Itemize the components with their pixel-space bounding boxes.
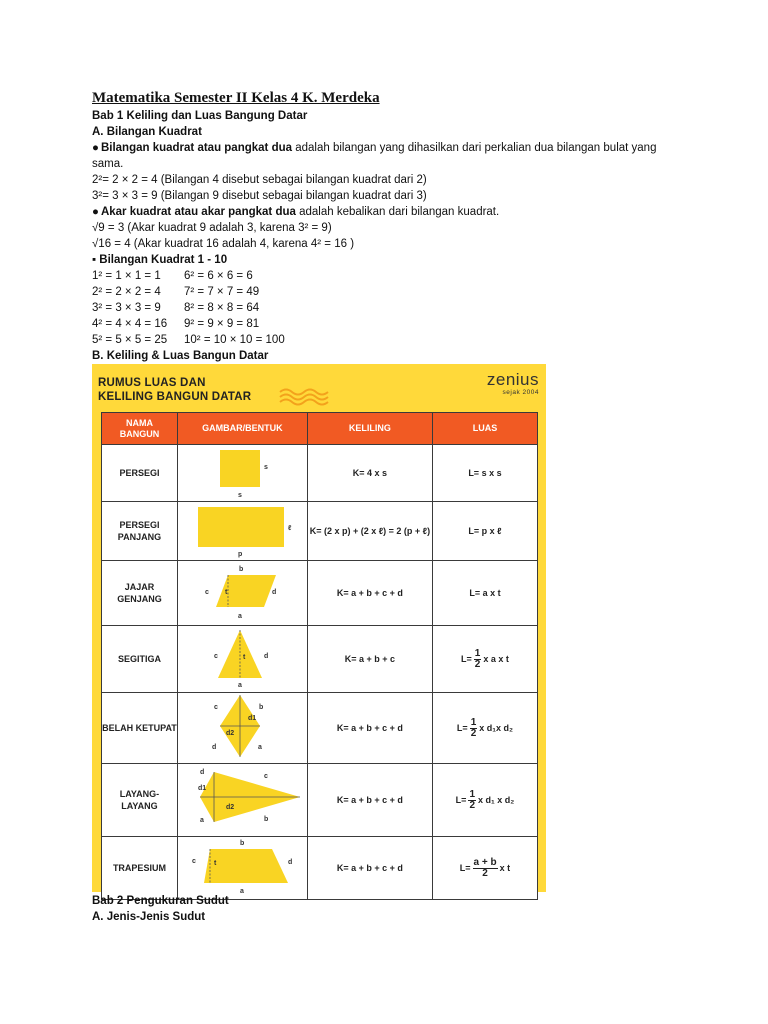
shape-name: PERSEGI <box>102 445 178 502</box>
table-row <box>102 837 538 900</box>
shape-label: ℓ <box>287 525 292 532</box>
shape-name: JAJAR GENJANG <box>102 561 178 626</box>
luas-suffix: x t <box>499 862 511 873</box>
table-row <box>102 561 538 626</box>
table-row <box>102 502 538 561</box>
shape-label: c <box>191 858 196 865</box>
bab2-section-a-heading: A. Jenis-Jenis Sudut <box>92 911 206 923</box>
shape-label: d2 <box>225 804 235 811</box>
infographic-title <box>98 376 251 404</box>
keliling-formula: K= 4 x s <box>307 445 432 502</box>
shape-label: d <box>211 744 217 751</box>
fraction-denominator: 2 <box>482 867 488 879</box>
shape-label: b <box>263 816 269 823</box>
shape-label: d <box>199 769 205 776</box>
triangle-shape-icon <box>178 626 307 690</box>
shape-name: TRAPESIUM <box>102 837 178 900</box>
zenius-logo <box>487 370 539 396</box>
luas-formula: L= p x ℓ <box>432 502 537 561</box>
square-item: 10² = 10 × 10 = 100 <box>184 334 285 346</box>
shape-drawing <box>177 693 307 764</box>
shape-label: a <box>199 817 204 824</box>
trapezoid-shape-icon <box>178 837 307 897</box>
luas-prefix: L= <box>461 653 472 664</box>
infographic-title-line: KELILING BANGUN DATAR <box>98 391 252 403</box>
fraction-numerator: 1 <box>474 647 481 659</box>
fraction <box>473 858 498 879</box>
infographic-title-line: RUMUS LUAS DAN <box>98 377 206 389</box>
keliling-formula: K= a + b + c + d <box>307 561 432 626</box>
square-item: 3² = 3 × 3 = 9 <box>92 302 161 314</box>
kite-shape-icon <box>178 764 307 834</box>
shape-label: a <box>237 682 242 689</box>
bullet-icon: ● <box>92 142 99 154</box>
section-a-heading: A. Bilangan Kuadrat <box>92 126 202 138</box>
example-line: √9 = 3 (Akar kuadrat 9 adalah 3, karena 3² = 9) <box>92 222 332 234</box>
square-list-heading <box>92 252 682 268</box>
shape-label: t <box>242 654 246 661</box>
header-nama-bangun: NAMA BANGUN <box>102 413 178 445</box>
luas-formula <box>432 693 537 764</box>
fraction-numerator: a + b <box>473 856 497 868</box>
shape-label: c <box>213 653 218 660</box>
keliling-formula: K= a + b + c + d <box>307 693 432 764</box>
definition-term: Akar kuadrat atau akar pangkat dua <box>100 206 296 218</box>
shape-label: t <box>224 589 228 596</box>
square-item: 1² = 1 × 1 = 1 <box>92 270 161 282</box>
definition-term: Bilangan kuadrat atau pangkat dua <box>100 142 293 154</box>
table-header-row <box>102 413 538 445</box>
square-list-row <box>92 284 682 300</box>
shape-label: d <box>263 653 269 660</box>
section-b-heading: B. Keliling & Luas Bangun Datar <box>92 350 269 362</box>
square-item: 7² = 7 × 7 = 49 <box>184 286 260 298</box>
shape-label: s <box>263 464 268 471</box>
keliling-formula: K= a + b + c + d <box>307 837 432 900</box>
rhombus-shape-icon <box>178 693 307 761</box>
luas-prefix: L= <box>456 722 468 733</box>
fraction-denominator: 2 <box>474 658 481 670</box>
shape-label: b <box>239 840 245 847</box>
square-shape-icon <box>178 445 307 499</box>
formula-table <box>101 412 538 900</box>
fraction <box>474 649 482 670</box>
luas-suffix: x d₁ x d₂ <box>478 794 515 805</box>
square-item: 2² = 2 × 2 = 4 <box>92 286 161 298</box>
keliling-formula: K= a + b + c <box>307 626 432 693</box>
table-row <box>102 445 538 502</box>
table-row <box>102 693 538 764</box>
logo-name: zenius <box>486 370 539 389</box>
table-row <box>102 764 538 837</box>
document-body <box>92 88 682 364</box>
bullet-icon: ● <box>92 206 99 218</box>
shape-label: d1 <box>197 785 207 792</box>
square-list-row <box>92 316 682 332</box>
bab1-heading: Bab 1 Keliling dan Luas Bangung Datar <box>92 110 308 122</box>
example-line: 2²= 2 × 2 = 4 (Bilangan 4 disebut sebagai bilangan kuadrat dari 2) <box>92 174 427 186</box>
shape-drawing <box>177 445 307 502</box>
keliling-formula: K= (2 x p) + (2 x ℓ) = 2 (p + ℓ) <box>307 502 432 561</box>
shape-label: c <box>204 589 209 596</box>
header-gambar: GAMBAR/BENTUK <box>177 413 307 445</box>
shape-name: SEGITIGA <box>102 626 178 693</box>
fraction <box>470 718 478 739</box>
formula-infographic <box>92 364 546 895</box>
shape-label: d2 <box>225 730 235 737</box>
square-item: 4² = 4 × 4 = 16 <box>92 318 168 330</box>
example-line: √16 = 4 (Akar kuadrat 16 adalah 4, karena 4² = 16 ) <box>92 238 355 250</box>
definition-text: adalah bilangan yang dihasilkan dari perkalian dua bilangan bulat yang sama. <box>92 142 657 170</box>
fraction <box>468 790 476 811</box>
square-list <box>92 268 682 348</box>
shape-name: PERSEGI PANJANG <box>102 502 178 561</box>
shape-drawing <box>177 764 307 837</box>
luas-formula <box>432 626 537 693</box>
shape-name: LAYANG-LAYANG <box>102 764 178 837</box>
shape-label: a <box>257 744 262 751</box>
square-item: 6² = 6 × 6 = 6 <box>184 270 253 282</box>
bab2-section <box>92 893 229 925</box>
definition-akar-kuadrat <box>92 204 682 220</box>
fraction-denominator: 2 <box>470 727 477 739</box>
definition-text: adalah kebalikan dari bilangan kuadrat. <box>295 206 500 218</box>
shape-label: p <box>237 551 243 558</box>
shape-label: d <box>287 859 293 866</box>
luas-prefix: L= <box>459 862 471 873</box>
square-item: 5² = 5 × 5 = 25 <box>92 334 168 346</box>
bab2-heading: Bab 2 Pengukuran Sudut <box>92 895 229 907</box>
fraction-numerator: 1 <box>470 716 477 728</box>
header-luas: LUAS <box>432 413 537 445</box>
rectangle-shape-icon <box>178 502 307 558</box>
luas-suffix: x d₁x d₂ <box>479 722 513 733</box>
square-item: 8² = 8 × 8 = 64 <box>184 302 260 314</box>
square-list-row <box>92 332 682 348</box>
shape-name: BELAH KETUPAT <box>102 693 178 764</box>
shape-drawing <box>177 561 307 626</box>
document-title: Matematika Semester II Kelas 4 K. Merdeka <box>92 90 380 106</box>
square-list-row <box>92 300 682 316</box>
shape-drawing <box>177 626 307 693</box>
shape-label: b <box>238 566 244 573</box>
shape-label: d1 <box>247 715 257 722</box>
shape-label: d <box>271 589 277 596</box>
shape-label: s <box>237 492 242 499</box>
luas-formula: L= a x t <box>432 561 537 626</box>
header-keliling: KELILING <box>307 413 432 445</box>
luas-formula <box>432 837 537 900</box>
shape-label: b <box>258 704 264 711</box>
fraction-denominator: 2 <box>469 799 475 811</box>
shape-label: t <box>213 860 217 867</box>
fraction-numerator: 1 <box>469 788 475 800</box>
luas-formula: L= s x s <box>432 445 537 502</box>
parallelogram-shape-icon <box>178 561 307 623</box>
definition-bilangan-kuadrat <box>92 140 682 172</box>
shape-drawing <box>177 502 307 561</box>
example-line: 3²= 3 × 3 = 9 (Bilangan 9 disebut sebagai bilangan kuadrat dari 3) <box>92 190 427 202</box>
square-list-heading-text: Bilangan Kuadrat 1 - 10 <box>99 254 228 266</box>
square-item: 9² = 9 × 9 = 81 <box>184 318 260 330</box>
shape-label: c <box>213 704 218 711</box>
shape-label: a <box>237 613 242 620</box>
luas-formula <box>432 764 537 837</box>
shape-drawing <box>177 837 307 900</box>
luas-suffix: x a x t <box>483 653 509 664</box>
logo-subtitle: sejak 2004 <box>502 389 539 396</box>
shape-label: a <box>239 888 244 895</box>
luas-prefix: L= <box>455 794 467 805</box>
table-row <box>102 626 538 693</box>
shape-label: c <box>263 773 268 780</box>
keliling-formula: K= a + b + c + d <box>307 764 432 837</box>
square-bullet-icon: ▪ <box>92 254 100 266</box>
square-list-row <box>92 268 682 284</box>
wave-decoration-icon <box>278 388 336 406</box>
